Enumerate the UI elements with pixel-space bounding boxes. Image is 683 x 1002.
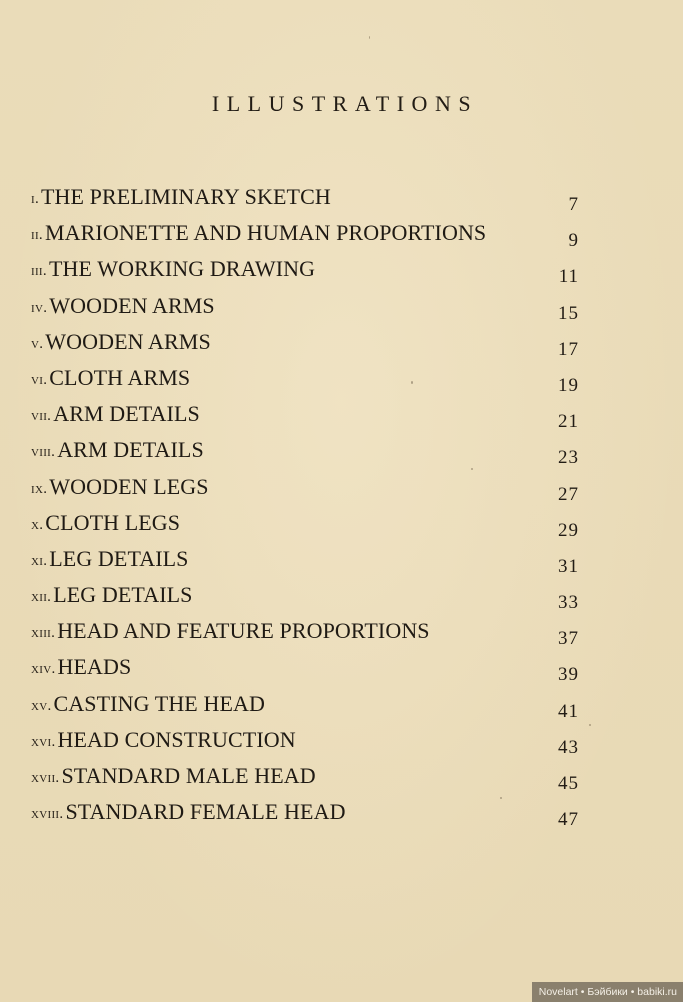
plate-title: WOODEN ARMS: [45, 328, 211, 354]
page-number: 7: [568, 194, 579, 215]
plate-title: MARIONETTE AND HUMAN PROPORTIONS: [44, 220, 487, 246]
list-item: [31, 401, 581, 437]
list-item: [31, 474, 581, 510]
plate-numeral: xviii.: [31, 806, 64, 823]
plate-title: WOODEN LEGS: [49, 473, 209, 499]
list-item: [31, 256, 581, 292]
paper-speck: [589, 724, 591, 726]
plate-numeral: xi.: [31, 552, 48, 569]
page-number: 15: [558, 302, 579, 324]
list-item: [31, 437, 581, 473]
list-item: [31, 691, 581, 727]
plate-numeral: xvi.: [31, 733, 56, 750]
page-number: 23: [558, 447, 579, 469]
plate-numeral: v.: [31, 335, 44, 352]
plate-numeral: ix.: [31, 480, 48, 497]
plate-numeral: xiv.: [31, 661, 56, 678]
list-item: [31, 329, 581, 365]
list-item: [31, 365, 581, 401]
page-number: 19: [558, 374, 579, 396]
page-number: 31: [558, 555, 579, 577]
plate-title: LEG DETAILS: [53, 582, 193, 608]
paper-speck: [500, 797, 502, 799]
plate-numeral: xvii.: [31, 770, 60, 786]
list-item: [31, 618, 581, 654]
plate-numeral: x.: [31, 516, 44, 533]
page-number: 43: [558, 736, 579, 758]
plate-title: HEAD CONSTRUCTION: [57, 726, 296, 752]
plate-title: STANDARD FEMALE HEAD: [65, 799, 346, 825]
plate-title: WOODEN ARMS: [49, 292, 215, 318]
plate-title: THE PRELIMINARY SKETCH: [41, 184, 331, 209]
page-number: 9: [568, 230, 579, 252]
page-number: 27: [558, 483, 579, 505]
paper-speck: [411, 381, 413, 384]
list-item: [31, 799, 581, 835]
plate-title: CASTING THE HEAD: [53, 690, 265, 716]
list-item: [31, 763, 581, 799]
plate-numeral: xiii.: [31, 625, 56, 642]
list-item: [31, 293, 581, 329]
list-item: [31, 546, 581, 582]
page-number: 41: [558, 700, 579, 722]
list-item: [31, 582, 581, 618]
plate-numeral: iii.: [31, 263, 47, 280]
plate-title: THE WORKING DRAWING: [48, 256, 316, 282]
page-number: 33: [558, 592, 579, 614]
plate-numeral: i.: [31, 191, 40, 207]
plate-title: HEADS: [57, 654, 132, 680]
plate-numeral: ii.: [31, 227, 43, 244]
plate-numeral: xii.: [31, 589, 52, 606]
list-item: [31, 654, 581, 690]
list-item: [31, 727, 581, 763]
plate-title: ARM DETAILS: [57, 437, 204, 463]
plate-numeral: iv.: [31, 299, 48, 316]
plate-title: CLOTH LEGS: [45, 509, 181, 535]
plate-title: CLOTH ARMS: [49, 364, 191, 390]
plate-numeral: viii.: [31, 444, 56, 461]
watermark-label: Novelart • Бэйбики • babiki.ru: [532, 982, 683, 1002]
list-item: [31, 510, 581, 546]
plate-title: STANDARD MALE HEAD: [61, 763, 316, 788]
illustrations-list: [31, 184, 581, 835]
paper-speck: [369, 36, 370, 39]
page-number: 17: [558, 338, 579, 360]
page-number: 21: [558, 411, 579, 433]
plate-title: LEG DETAILS: [49, 545, 189, 571]
page-number: 37: [558, 628, 579, 650]
page-number: 11: [558, 266, 579, 288]
page-number: 45: [558, 773, 579, 794]
list-item: [31, 220, 581, 256]
plate-numeral: xv.: [31, 697, 52, 714]
plate-numeral: vii.: [31, 408, 52, 425]
plate-title: ARM DETAILS: [53, 401, 200, 427]
paper-speck: [471, 468, 473, 470]
page-title: ILLUSTRATIONS: [211, 90, 479, 116]
plate-numeral: vi.: [31, 371, 48, 388]
plate-title: HEAD AND FEATURE PROPORTIONS: [57, 618, 430, 644]
page-number: 47: [558, 809, 579, 831]
page-number: 29: [558, 519, 579, 541]
list-item: [31, 184, 581, 220]
page-number: 39: [558, 664, 579, 686]
